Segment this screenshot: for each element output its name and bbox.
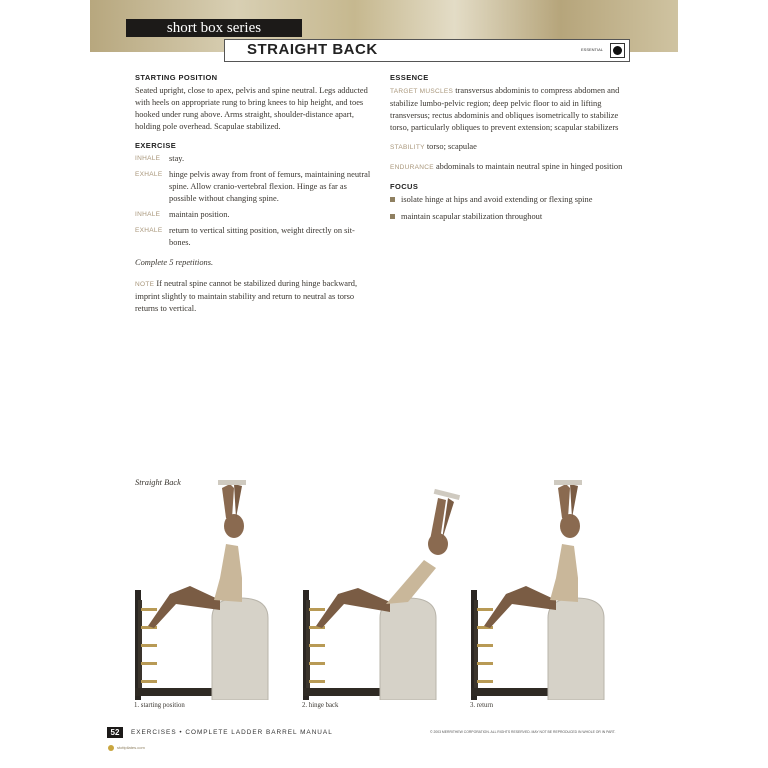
exercise-photo-starting-position	[130, 478, 300, 700]
figure-caption: 2. hinge back	[302, 702, 339, 709]
stability	[390, 141, 628, 154]
exercise-photo-return	[466, 478, 636, 700]
stability-label: STABILITY	[390, 144, 425, 151]
step-label: EXHALE	[135, 227, 163, 234]
site-logo-icon	[108, 745, 114, 751]
step-label: INHALE	[135, 155, 161, 162]
right-column	[390, 72, 628, 228]
endurance	[390, 161, 628, 174]
stability-text: torso; scapulae	[426, 142, 477, 151]
level-label: ESSENTIAL	[580, 47, 603, 52]
step-text: hinge pelvis away from front of femurs, maintaining neutral spine. Allow cranio-vertebral flexion. Hinge as far as possible without changing spine.	[169, 170, 371, 203]
target-muscles-label: TARGET MUSCLES	[390, 88, 454, 95]
endurance-text: abdominals to maintain neutral spine in hinged position	[435, 162, 623, 171]
step-text: maintain position.	[169, 210, 230, 219]
step-text: return to vertical sitting position, weight directly on sit-bones.	[169, 226, 355, 247]
focus-text: isolate hinge at hips and avoid extending or flexing spine	[401, 195, 593, 204]
starting-position-heading: STARTING POSITION	[135, 73, 218, 82]
exercise-step	[135, 209, 375, 221]
step-label: INHALE	[135, 211, 161, 218]
copyright-text: © 2003 MERRITHEW CORPORATION. ALL RIGHTS RESERVED. MAY NOT BE REPRODUCED IN WHOLE OR IN PART.	[430, 730, 616, 734]
target-muscles-text: transversus abdominis to compress abdomen and stabilize lumbo-pelvic region; deep pelvic floor to aid in lifting transversus; rectus abdominis and obliques isometrically to stabilize torso, particularly obliques to prevent extension; scapular stabilizers	[390, 86, 620, 132]
target-muscles	[390, 85, 628, 134]
step-label: EXHALE	[135, 171, 163, 178]
page-number: 52	[107, 727, 123, 738]
exercise-step	[135, 169, 375, 205]
footer-text: EXERCISES • COMPLETE LADDER BARREL MANUAL	[131, 729, 333, 736]
bullet-square-icon	[390, 197, 395, 202]
bullet-square-icon	[390, 214, 395, 219]
title-box	[224, 39, 630, 62]
exercise-step	[135, 153, 375, 165]
figure-caption: 1. starting position	[134, 702, 185, 709]
focus-text: maintain scapular stabilization throughout	[401, 212, 543, 221]
exercise-photo-hinge-back	[298, 478, 468, 700]
endurance-label: ENDURANCE	[390, 164, 434, 171]
step-text: stay.	[169, 154, 185, 163]
series-label: short box series	[126, 19, 302, 37]
focus-item	[390, 194, 628, 206]
note-text: If neutral spine cannot be stabilized during hinge backward, imprint slightly to maintain stability and return to neutral as torso returns to vertical.	[135, 279, 358, 313]
page-title: STRAIGHT BACK	[247, 41, 378, 58]
figure-title: Straight Back	[135, 478, 181, 487]
level-circle-icon	[610, 43, 625, 58]
exercise-step	[135, 225, 375, 249]
starting-position-text: Seated upright, close to apex, pelvis and spine neutral. Legs adducted with heels on appropriate rung to bring knees to hip height, and toes hooked under rung above. Arms straight, shoulder-distance apart, holding pole overhead. Scapulae stabilized.	[135, 86, 368, 131]
repetitions-text: Complete 5 repetitions.	[135, 258, 214, 267]
figure-caption: 3. return	[470, 702, 494, 709]
note	[135, 278, 375, 315]
left-column	[135, 72, 375, 322]
essence-heading: ESSENCE	[390, 73, 429, 82]
exercise-heading: EXERCISE	[135, 141, 177, 150]
site-url: stottpilates.com	[117, 745, 145, 750]
focus-heading: FOCUS	[390, 182, 419, 191]
focus-item	[390, 211, 628, 223]
note-label: NOTE	[135, 281, 155, 288]
